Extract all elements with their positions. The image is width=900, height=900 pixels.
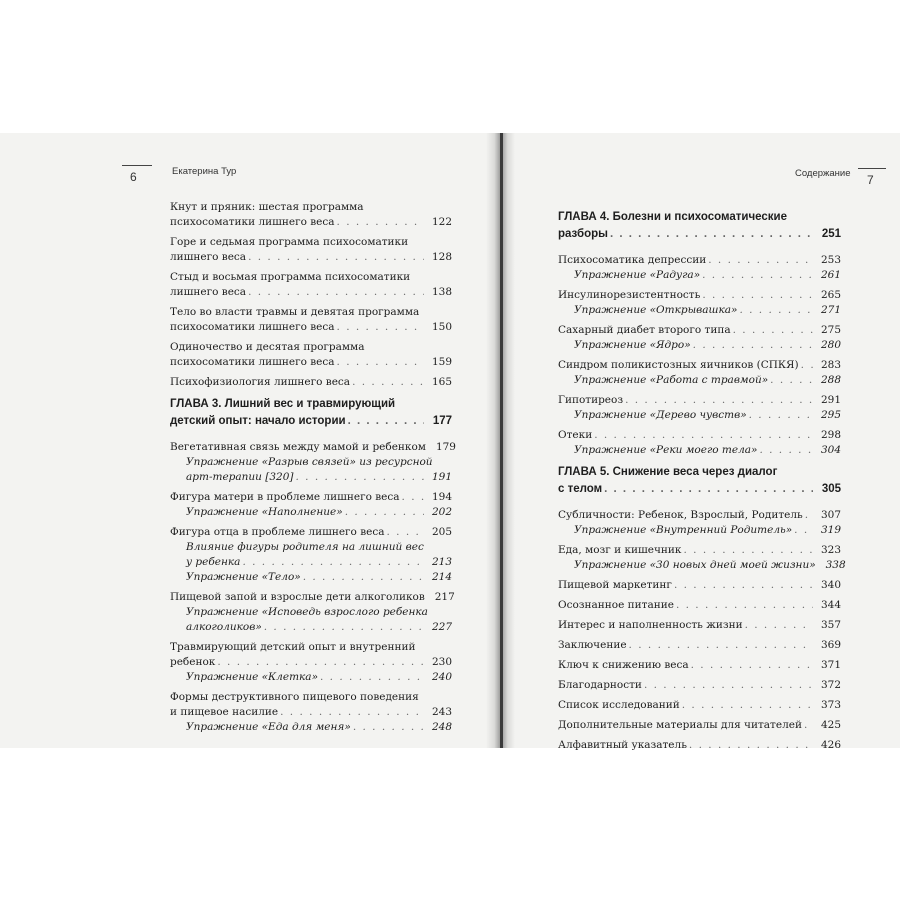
toc-page-number: 179 xyxy=(435,441,456,453)
toc-entry-title: психосоматики лишнего веса xyxy=(170,321,335,333)
toc-entry-title: Психофизиология лишнего веса xyxy=(170,376,351,388)
toc-entry-title: Алфавитный указатель xyxy=(558,739,687,751)
toc-line xyxy=(170,355,452,370)
dot-leader xyxy=(296,470,425,485)
dot-leader xyxy=(248,250,424,265)
toc-entry-title: ГЛАВА 5. Снижение веса через диалог xyxy=(558,466,778,478)
toc-entry-title: ГЛАВА 4. Болезни и психосоматические xyxy=(558,211,788,223)
toc-entry-title: алкоголиков» xyxy=(186,621,262,633)
toc-entry xyxy=(558,598,841,613)
toc-entry-title: Упражнение «Ядро» xyxy=(574,339,691,351)
dot-leader xyxy=(801,358,813,373)
toc-page-number: 261 xyxy=(820,269,841,281)
toc-entry xyxy=(558,393,841,423)
dot-leader xyxy=(689,738,813,753)
toc-subentry-line xyxy=(558,443,841,458)
toc-entry-title: психосоматики лишнего веса xyxy=(170,356,335,368)
toc-entry xyxy=(558,288,841,318)
toc-page-number: 304 xyxy=(820,444,841,456)
toc-line xyxy=(558,598,841,613)
dot-leader xyxy=(682,698,813,713)
dot-leader xyxy=(337,320,424,335)
toc-line xyxy=(558,323,841,338)
toc-page-number: 295 xyxy=(820,409,841,421)
dot-leader xyxy=(242,555,424,570)
dot-leader xyxy=(804,718,813,733)
toc-page-number: 165 xyxy=(431,376,452,388)
toc-subentry-line xyxy=(558,268,841,283)
toc-entry xyxy=(170,525,452,585)
toc-page-number: 271 xyxy=(820,304,841,316)
toc-entry xyxy=(558,738,841,753)
toc-line xyxy=(170,440,456,455)
toc-entry xyxy=(558,578,841,593)
dot-leader xyxy=(217,655,424,670)
toc-entry-title: Еда, мозг и кишечник xyxy=(558,544,682,556)
toc-entry-title: Фигура отца в проблеме лишнего веса xyxy=(170,526,385,538)
dot-leader xyxy=(303,570,424,585)
toc-line xyxy=(558,358,841,373)
toc-chapter xyxy=(170,396,452,430)
toc-entry-title: Упражнение «Исповедь взрослого ребенка xyxy=(186,606,428,618)
toc-page-number: 369 xyxy=(820,639,841,651)
left-page-rule xyxy=(122,165,152,166)
toc-entry-title: Психосоматика депрессии xyxy=(558,254,707,266)
toc-entry xyxy=(170,440,456,485)
toc-page-number: 230 xyxy=(431,656,452,668)
dot-leader xyxy=(745,618,813,633)
toc-chapter xyxy=(558,464,841,498)
toc-entry xyxy=(558,618,841,633)
toc-line xyxy=(558,618,841,633)
gutter-shadow-left xyxy=(486,133,500,748)
toc-entry-title: разборы xyxy=(558,228,608,240)
toc-page-number: 194 xyxy=(431,491,452,503)
toc-line xyxy=(170,413,452,430)
toc-entry-title: Упражнение «Реки моего тела» xyxy=(574,444,758,456)
dot-leader xyxy=(644,678,813,693)
toc-line xyxy=(558,226,841,243)
toc-entry xyxy=(170,690,452,735)
toc-entry xyxy=(170,640,452,685)
dot-leader xyxy=(770,373,813,388)
dot-leader xyxy=(352,375,424,390)
toc-entry-title: Упражнение «Дерево чувств» xyxy=(574,409,747,421)
toc-page-number: 371 xyxy=(820,659,841,671)
toc-line xyxy=(170,396,452,413)
dot-leader xyxy=(337,215,424,230)
toc-subentry-line xyxy=(170,455,452,470)
toc-entry-title: Стыд и восьмая программа психосоматики xyxy=(170,271,411,283)
toc-entry-title: детский опыт: начало истории xyxy=(170,415,346,427)
dot-leader xyxy=(386,525,424,540)
toc-entry xyxy=(558,638,841,653)
toc-line xyxy=(558,288,841,303)
toc-entry xyxy=(558,508,841,538)
toc-entry-title: Инсулинорезистентность xyxy=(558,289,701,301)
toc-page-number: 214 xyxy=(431,571,452,583)
toc-page-number: 128 xyxy=(431,251,452,263)
toc-entry xyxy=(170,340,452,370)
toc-page-number: 243 xyxy=(431,706,452,718)
dot-leader xyxy=(702,288,813,303)
toc-page-number: 373 xyxy=(820,699,841,711)
toc-page-number: 305 xyxy=(821,483,841,495)
toc-entry-title: Пищевой маркетинг xyxy=(558,579,672,591)
toc-page-number: 177 xyxy=(432,415,452,427)
toc-entry xyxy=(170,235,452,265)
toc-entry-title: Тело во власти травмы и девятая программа xyxy=(170,306,420,318)
toc-line xyxy=(558,718,841,733)
toc-page-number: 159 xyxy=(431,356,452,368)
toc-entry xyxy=(170,590,455,635)
dot-leader xyxy=(320,670,424,685)
toc-line xyxy=(170,490,452,505)
toc-subentry-line xyxy=(170,720,452,735)
toc-page-number: 191 xyxy=(431,471,452,483)
toc-page-number: 138 xyxy=(431,286,452,298)
toc-page-number: 340 xyxy=(820,579,841,591)
toc-line xyxy=(170,525,452,540)
toc-page-number: 357 xyxy=(820,619,841,631)
toc-entry-title: Дополнительные материалы для читателей xyxy=(558,719,802,731)
toc-entry xyxy=(558,253,841,283)
toc-entry-title: Отеки xyxy=(558,429,593,441)
dot-leader xyxy=(353,720,424,735)
toc-page-number: 298 xyxy=(820,429,841,441)
toc-entry-title: психосоматики лишнего веса xyxy=(170,216,335,228)
toc-entry xyxy=(170,200,452,230)
toc-entry xyxy=(170,305,452,335)
toc-entry-title: Осознанное питание xyxy=(558,599,674,611)
toc-entry-title: Интерес и наполненность жизни xyxy=(558,619,743,631)
toc-entry xyxy=(558,543,846,573)
toc-entry-title: у ребенка xyxy=(186,556,241,568)
toc-entry xyxy=(558,323,841,353)
toc-line xyxy=(170,640,452,655)
toc-line xyxy=(558,678,841,693)
toc-entry xyxy=(558,698,841,713)
toc-line xyxy=(558,738,841,753)
toc-subentry-line xyxy=(170,570,452,585)
toc-page-number: 227 xyxy=(431,621,452,633)
toc-page-number: 291 xyxy=(820,394,841,406)
toc-line xyxy=(170,320,452,335)
toc-line xyxy=(558,638,841,653)
toc-entry-title: Упражнение «30 новых дней моей жизни» xyxy=(574,559,816,571)
toc-line xyxy=(558,698,841,713)
dot-leader xyxy=(604,481,813,498)
toc-entry-title: Упражнение «Открывашка» xyxy=(574,304,738,316)
toc-entry-title: Травмирующий детский опыт и внутренний xyxy=(170,641,416,653)
toc-entry-title: Фигура матери в проблеме лишнего веса xyxy=(170,491,400,503)
toc-entry xyxy=(558,658,841,673)
toc-line xyxy=(558,428,841,443)
dot-leader xyxy=(348,413,424,430)
toc-page-number: 283 xyxy=(820,359,841,371)
toc-line xyxy=(558,393,841,408)
toc-line xyxy=(170,705,452,720)
gutter-shadow-right xyxy=(503,133,515,748)
toc-page-number: 275 xyxy=(820,324,841,336)
dot-leader xyxy=(264,620,424,635)
toc-entry-title: Гипотиреоз xyxy=(558,394,624,406)
toc-line xyxy=(558,578,841,593)
toc-page-number: 253 xyxy=(820,254,841,266)
toc-entry-title: арт-терапии [320] xyxy=(186,471,294,483)
dot-leader xyxy=(759,443,813,458)
dot-leader xyxy=(676,598,813,613)
toc-page-number: 240 xyxy=(431,671,452,683)
dot-leader xyxy=(280,705,424,720)
toc-entry-title: Упражнение «Тело» xyxy=(186,571,301,583)
toc-line xyxy=(558,543,841,558)
toc-line xyxy=(558,658,841,673)
toc-entry-title: Упражнение «Радуга» xyxy=(574,269,701,281)
dot-leader xyxy=(708,253,813,268)
toc-subentry-line xyxy=(170,620,452,635)
toc-left-page xyxy=(170,200,456,740)
dot-leader xyxy=(337,355,424,370)
toc-line xyxy=(558,464,841,481)
toc-entry-title: Пищевой запой и взрослые дети алкоголиков xyxy=(170,591,425,603)
toc-subentry-line xyxy=(170,540,452,555)
toc-subentry-line xyxy=(170,670,452,685)
toc-page-number: 122 xyxy=(431,216,452,228)
toc-right-page xyxy=(558,203,846,758)
dot-leader xyxy=(629,638,813,653)
dot-leader xyxy=(702,268,813,283)
toc-page-number: 251 xyxy=(821,228,841,240)
toc-line xyxy=(170,270,452,285)
toc-subentry-line xyxy=(170,555,452,570)
toc-entry-title: Список исследований xyxy=(558,699,680,711)
toc-page-number: 205 xyxy=(431,526,452,538)
left-running-head: Екатерина Тур xyxy=(172,166,237,177)
toc-page-number: 307 xyxy=(820,509,841,521)
toc-entry-title: лишнего веса xyxy=(170,251,247,263)
toc-line xyxy=(170,690,452,705)
toc-line xyxy=(170,340,452,355)
toc-page-number: 426 xyxy=(820,739,841,751)
toc-page-number: 372 xyxy=(820,679,841,691)
toc-subentry-line xyxy=(558,338,841,353)
toc-page-number: 323 xyxy=(820,544,841,556)
toc-line xyxy=(170,285,452,300)
toc-page-number: 344 xyxy=(820,599,841,611)
toc-line xyxy=(170,200,452,215)
toc-subentry-line xyxy=(558,373,841,388)
toc-page-number: 319 xyxy=(820,524,841,536)
toc-subentry-line xyxy=(558,523,841,538)
toc-entry-title: Синдром поликистозных яичников (СПКЯ) xyxy=(558,359,799,371)
toc-entry-title: Упражнение «Разрыв связей» из ресурсной xyxy=(186,456,433,468)
toc-entry-title: Заключение xyxy=(558,639,627,651)
toc-page-number: 338 xyxy=(825,559,846,571)
toc-page-number: 288 xyxy=(820,374,841,386)
toc-entry-title: Упражнение «Внутренний Родитель» xyxy=(574,524,793,536)
toc-page-number: 280 xyxy=(820,339,841,351)
toc-subentry-line xyxy=(170,605,452,620)
dot-leader xyxy=(674,578,813,593)
toc-line xyxy=(558,481,841,498)
toc-entry xyxy=(558,718,841,733)
toc-subentry-line xyxy=(558,408,841,423)
toc-entry-title: Упражнение «Наполнение» xyxy=(186,506,343,518)
toc-entry xyxy=(170,490,452,520)
toc-entry-title: Вегетативная связь между мамой и ребенком xyxy=(170,441,426,453)
toc-entry-title: Упражнение «Работа с травмой» xyxy=(574,374,769,386)
toc-entry-title: Кнут и пряник: шестая программа xyxy=(170,201,364,213)
toc-page-number: 265 xyxy=(820,289,841,301)
toc-entry xyxy=(558,678,841,693)
right-page-number: 7 xyxy=(867,173,874,187)
toc-line xyxy=(170,235,452,250)
toc-entry-title: Сахарный диабет второго типа xyxy=(558,324,731,336)
dot-leader xyxy=(625,393,813,408)
dot-leader xyxy=(794,523,813,538)
toc-subentry-line xyxy=(558,303,841,318)
dot-leader xyxy=(594,428,813,443)
toc-subentry-line xyxy=(170,505,452,520)
toc-chapter xyxy=(558,209,841,243)
toc-line xyxy=(558,253,841,268)
toc-line xyxy=(558,508,841,523)
toc-page-number: 150 xyxy=(431,321,452,333)
toc-entry xyxy=(170,270,452,300)
dot-leader xyxy=(749,408,813,423)
toc-line xyxy=(170,375,452,390)
toc-line xyxy=(170,590,455,605)
dot-leader xyxy=(345,505,424,520)
toc-entry-title: ребенок xyxy=(170,656,216,668)
toc-line xyxy=(170,250,452,265)
toc-entry-title: Формы деструктивного пищевого поведения xyxy=(170,691,419,703)
toc-entry-title: Одиночество и десятая программа xyxy=(170,341,365,353)
toc-line xyxy=(170,305,452,320)
dot-leader xyxy=(693,338,813,353)
toc-page-number: 217 xyxy=(434,591,455,603)
dot-leader xyxy=(684,543,814,558)
toc-entry-title: Ключ к снижению веса xyxy=(558,659,689,671)
right-page-rule xyxy=(858,168,886,169)
toc-page-number: 248 xyxy=(431,721,452,733)
toc-subentry-line xyxy=(170,470,452,485)
toc-entry xyxy=(558,358,841,388)
dot-leader xyxy=(402,490,424,505)
toc-entry-title: Горе и седьмая программа психосоматики xyxy=(170,236,409,248)
left-page-number: 6 xyxy=(130,170,137,184)
toc-page-number: 202 xyxy=(431,506,452,518)
dot-leader xyxy=(733,323,813,338)
dot-leader xyxy=(691,658,813,673)
toc-entry-title: Субличности: Ребенок, Взрослый, Родитель xyxy=(558,509,803,521)
dot-leader xyxy=(739,303,813,318)
toc-entry-title: лишнего веса xyxy=(170,286,247,298)
toc-entry-title: с телом xyxy=(558,483,603,495)
toc-entry xyxy=(170,375,452,390)
toc-line xyxy=(558,209,841,226)
toc-entry-title: Влияние фигуры родителя на лишний вес xyxy=(186,541,424,553)
toc-entry-title: Упражнение «Еда для меня» xyxy=(186,721,351,733)
toc-entry-title: и пищевое насилие xyxy=(170,706,279,718)
dot-leader xyxy=(805,508,813,523)
right-running-head: Содержание xyxy=(795,168,851,179)
toc-entry xyxy=(558,428,841,458)
toc-page-number: 213 xyxy=(431,556,452,568)
toc-page-number: 425 xyxy=(820,719,841,731)
dot-leader xyxy=(610,226,813,243)
toc-line xyxy=(170,215,452,230)
toc-entry-title: Благодарности xyxy=(558,679,642,691)
toc-line xyxy=(170,655,452,670)
toc-subentry-line xyxy=(558,558,846,573)
toc-entry-title: ГЛАВА 3. Лишний вес и травмирующий xyxy=(170,398,396,410)
toc-entry-title: Упражнение «Клетка» xyxy=(186,671,318,683)
dot-leader xyxy=(248,285,424,300)
